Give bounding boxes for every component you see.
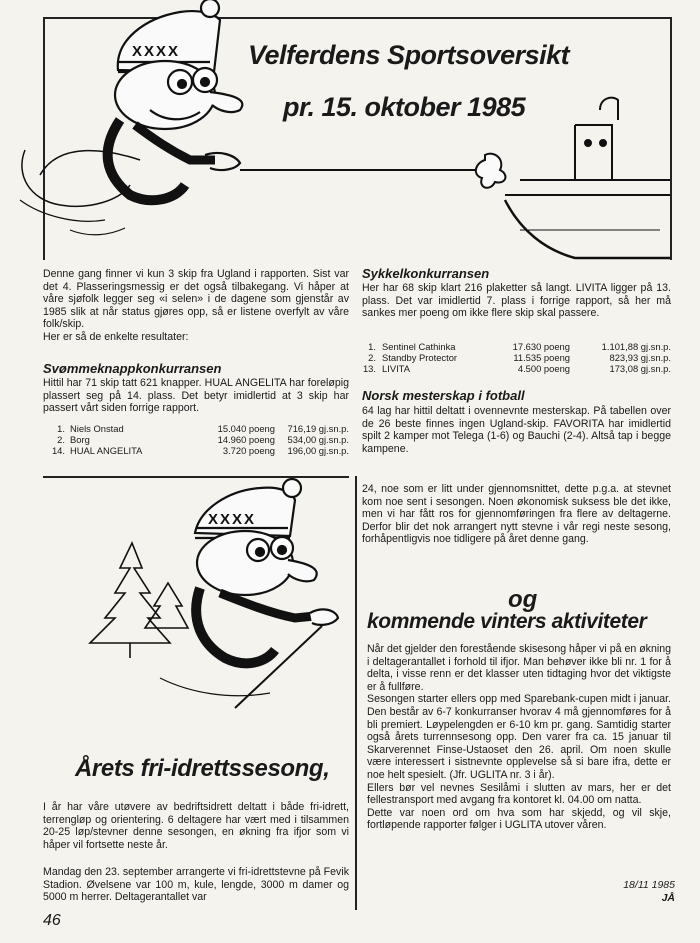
hat-text bbox=[208, 511, 256, 528]
signature-date: 18/11 1985 bbox=[623, 879, 675, 891]
page-number: 46 bbox=[43, 912, 61, 929]
place: 13. bbox=[362, 363, 376, 375]
intro-paragraph: Denne gang finner vi kun 3 skip fra Ugland i rapporten. Sist var det 4. Plasseringsmessig er det også tilbakegang. Vi håper at våre sjøfolk legger seg «i selen» i de dagene som gjenstår av 1985 slik at når status gjøres opp, så er listene overfylt av våre folk/skip. bbox=[43, 268, 349, 331]
page-title: Velferdens Sportsoversikt bbox=[248, 40, 570, 70]
winter-heading: kommende vinters aktiviteter bbox=[367, 610, 647, 633]
winter-paragraph-2: Sesongen starter ellers opp med Sparebank-cupen midt i januar. Den består av 6-7 konkurranser hvorav 4 må gjennomføres for å bli premiert. Løypelengden er 6-10 km pr. gang. Samtidig starter også årets turrennsesong opp. Den varer fra ca. 15 januar til Skarverennet Finse-Ustaoset den 26. april. Om noen skulle være interessert i sistnevnte opplevelse så si bare ifra, dette er noe helt spesielt. (Jfr. UGLITA nr. 3 i år). bbox=[367, 693, 671, 781]
table-row bbox=[362, 341, 671, 352]
average: 534,00 gj.sn.p. bbox=[287, 434, 349, 446]
place: 2. bbox=[368, 352, 376, 364]
points: 3.720 poeng bbox=[222, 445, 275, 457]
swim-results-table bbox=[43, 423, 349, 457]
intro-section bbox=[43, 268, 349, 344]
place: 14. bbox=[51, 445, 65, 457]
tree-icon bbox=[90, 543, 188, 658]
bike-results-table bbox=[362, 341, 671, 375]
skier-illustration bbox=[60, 478, 350, 728]
athletics-heading: Årets fri-idrettssesong, bbox=[75, 755, 330, 782]
average: 1.101,88 gj.sn.p. bbox=[601, 341, 671, 352]
winter-paragraph-3: Ellers bør vel nevnes Sesilåmi i slutten av mars, her er det fellestransport med avgang fra kontoret kl. 04.00 om natta. bbox=[367, 781, 671, 807]
name: Standby Protector bbox=[382, 352, 458, 364]
table-row bbox=[362, 363, 671, 374]
average: 823,93 gj.sn.p. bbox=[609, 352, 671, 364]
table-row bbox=[362, 352, 671, 363]
average: 196,00 gj.sn.p. bbox=[287, 445, 349, 457]
svg-text:XXXX: XXXX bbox=[208, 511, 257, 528]
name: Sentinel Cathinka bbox=[382, 341, 456, 352]
points: 14.960 poeng bbox=[217, 434, 275, 446]
football-text: 64 lag har hittil deltatt i ovennevnte mesterskap. På tabellen over de 26 beste finnes ingen Ugland-skip. FAVORITA har imidlertid spilt 2 kamper mot Telega (1-6) og Bauchi (2-4). Altså tap i begge kampene. bbox=[362, 405, 671, 455]
winter-paragraph-1: Når det gjelder den forestående skisesong håper vi på en økning i deltagerantallet i forhold til ifjor. Man behøver ikke bli nr. 1 for å delta, i visse renn er det klasser uten tidtaging hvor det viktigste er å fullføre. bbox=[367, 643, 671, 693]
winter-paragraph-4: Dette var noen ord om hva som har skjedd, og vil skje, fortløpende rapporter følger i UGLITA utover våren. bbox=[367, 806, 671, 832]
table-row bbox=[43, 423, 349, 434]
bike-heading: Sykkelkonkurransen bbox=[362, 266, 490, 281]
intro-lead: Her er så de enkelte resultater: bbox=[43, 330, 189, 343]
place: 2. bbox=[57, 434, 65, 446]
column-divider bbox=[355, 476, 357, 910]
football-heading: Norsk mesterskap i fotball bbox=[362, 388, 525, 403]
place: 1. bbox=[57, 423, 65, 434]
points: 11.535 poeng bbox=[513, 352, 570, 364]
name: HUAL ANGELITA bbox=[70, 445, 143, 457]
bike-text: Her har 68 skip klart 216 plaketter så langt. LIVITA ligger på 13. plass. Det var imidlertid 7. plass i forrige rapport, så her må sankes mer poeng om ikke flere skip skal passere. bbox=[362, 282, 671, 320]
swim-heading: Svømmeknappkonkurransen bbox=[43, 361, 222, 376]
hat-text bbox=[132, 43, 180, 60]
name: Niels Onstad bbox=[70, 423, 124, 434]
winter-heading-og: og bbox=[508, 586, 538, 613]
place: 1. bbox=[368, 341, 376, 352]
table-row bbox=[43, 434, 349, 445]
swim-text: Hittil har 71 skip tatt 621 knapper. HUAL ANGELITA har foreløpig plassert seg på 14. plass. Det betyr imidlertid at 3 skip har passert vårt siden forrige rapport. bbox=[43, 377, 349, 415]
page-subtitle: pr. 15. oktober 1985 bbox=[283, 92, 526, 122]
continued-paragraph: 24, noe som er litt under gjennomsnittet, dette p.g.a. at stevnet kom noe sent i sesongen. Noen økonomisk suksess ble det ikke, men vi har fått ros for gjennomføringen fra flere av deltagerne. Derfor blir det nok arrangert nytt stevne i vår regi neste sesong, forhåpentligvis noe tidligere på året denne gang. bbox=[362, 483, 671, 546]
winter-section bbox=[367, 643, 671, 832]
athletics-paragraph-2: Mandag den 23. september arrangerte vi fri-idrettstevne på Fevik Stadion. Øvelsene var 100 m, kule, lengde, 3000 m damer og 5000 m herrer. Deltagerantallet var bbox=[43, 866, 349, 904]
signature-initials: JÅ bbox=[661, 892, 675, 904]
points: 15.040 poeng bbox=[217, 423, 275, 434]
name: LIVITA bbox=[382, 363, 410, 375]
average: 173,08 gj.sn.p. bbox=[609, 363, 671, 375]
name: Borg bbox=[70, 434, 90, 446]
points: 4.500 poeng bbox=[517, 363, 570, 375]
table-row bbox=[43, 445, 349, 456]
average: 716,19 gj.sn.p. bbox=[287, 423, 349, 434]
svg-text:XXXX: XXXX bbox=[132, 43, 181, 60]
athletics-paragraph-1: I år har våre utøvere av bedriftsidrett deltatt i både fri-idrett, terrengløp og orientering. 6 deltagere har vært med i tilsammen 20-25 løp/stevner denne sesongen, en økning fra ifjor som vi håper vil fortsette neste år. bbox=[43, 801, 349, 851]
points: 17.630 poeng bbox=[512, 341, 570, 352]
